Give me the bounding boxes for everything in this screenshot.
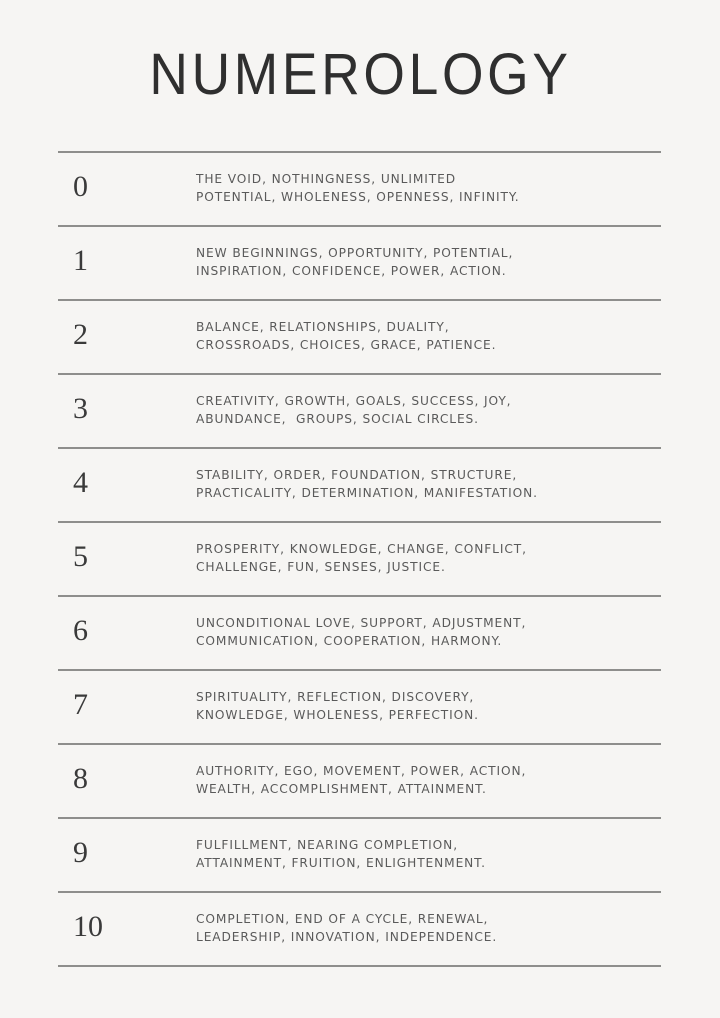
row-number: 7 <box>73 688 88 721</box>
row-description: BALANCE, RELATIONSHIPS, DUALITY, CROSSROADS, CHOICES, GRACE, PATIENCE. <box>196 320 497 352</box>
table-row <box>58 447 661 521</box>
row-number: 10 <box>73 910 103 943</box>
table-row <box>58 595 661 669</box>
table-row <box>58 299 661 373</box>
row-description: AUTHORITY, EGO, MOVEMENT, POWER, ACTION, WEALTH, ACCOMPLISHMENT, ATTAINMENT. <box>196 764 527 796</box>
row-number: 1 <box>73 244 88 277</box>
row-number: 6 <box>73 614 88 647</box>
row-description: COMPLETION, END OF A CYCLE, RENEWAL, LEADERSHIP, INNOVATION, INDEPENDENCE. <box>196 912 498 944</box>
row-description: THE VOID, NOTHINGNESS, UNLIMITED POTENTIAL, WHOLENESS, OPENNESS, INFINITY. <box>196 172 520 204</box>
table-row <box>58 669 661 743</box>
row-description: STABILITY, ORDER, FOUNDATION, STRUCTURE, PRACTICALITY, DETERMINATION, MANIFESTATION. <box>196 468 538 500</box>
page-title <box>0 40 720 110</box>
table-row <box>58 225 661 299</box>
table-row <box>58 743 661 817</box>
row-description: UNCONDITIONAL LOVE, SUPPORT, ADJUSTMENT, COMMUNICATION, COOPERATION, HARMONY. <box>196 616 527 648</box>
row-description: SPIRITUALITY, REFLECTION, DISCOVERY, KNOWLEDGE, WHOLENESS, PERFECTION. <box>196 690 479 722</box>
table-row <box>58 521 661 595</box>
table-row <box>58 373 661 447</box>
row-number: 0 <box>73 170 88 203</box>
page-title-text: NUMEROLOGY <box>148 42 572 107</box>
row-description: NEW BEGINNINGS, OPPORTUNITY, POTENTIAL, INSPIRATION, CONFIDENCE, POWER, ACTION. <box>196 246 514 278</box>
row-number: 2 <box>73 318 88 351</box>
row-description: PROSPERITY, KNOWLEDGE, CHANGE, CONFLICT, CHALLENGE, FUN, SENSES, JUSTICE. <box>196 542 527 574</box>
row-number: 5 <box>73 540 88 573</box>
row-number: 8 <box>73 762 88 795</box>
table-row <box>58 891 661 967</box>
table-row <box>58 817 661 891</box>
row-number: 3 <box>73 392 88 425</box>
row-description: FULFILLMENT, NEARING COMPLETION, ATTAINMENT, FRUITION, ENLIGHTENMENT. <box>196 838 486 870</box>
numerology-table <box>58 151 661 967</box>
row-number: 4 <box>73 466 88 499</box>
row-description: CREATIVITY, GROWTH, GOALS, SUCCESS, JOY, ABUNDANCE, GROUPS, SOCIAL CIRCLES. <box>196 394 512 426</box>
table-row <box>58 151 661 225</box>
row-number: 9 <box>73 836 88 869</box>
